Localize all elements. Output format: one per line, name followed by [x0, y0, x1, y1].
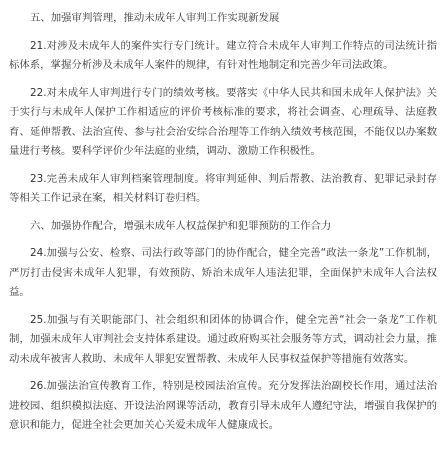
paragraph-item-24: 24.加强与公安、检察、司法行政等部门的协作配合，健全完善“政法一条龙”工作机制，严厉打击侵害未成年人犯罪，有效预防、矫治未成年人违法犯罪，全面保护未成年人合法权益。 — [9, 247, 437, 298]
paragraph-item-26: 26.加强法治宣传教育工作，特别是校园法治宣传。充分发挥法治副校长作用，通过法治进校园、组织模拟法庭、开设法治网课等活动，教育引导未成年人遵纪守法，增强自我保护的意识和能力，促进全社会更加关心关爱未成年人健康成长。 — [9, 380, 437, 431]
paragraph-item-21: 21.对涉及未成年人的案件实行专门统计。建立符合未成年人审判工作特点的司法统计指标体系，掌握分析涉及未成年人案件的规律，有针对性地制定和完善少年司法政策。 — [9, 39, 437, 71]
section-heading-5: 五、加强审判管理，推动未成年人审判工作实现新发展 — [30, 12, 280, 24]
paragraph-item-23: 23.完善未成年人审判档案管理制度。将审判延伸、判后帮教、法治教育、犯罪记录封存等相关工作记录在案，相关材料订卷归档。 — [9, 172, 437, 204]
paragraph-item-22: 22.对未成年人审判进行专门的绩效考核。要落实《中华人民共和国未成年人保护法》关于实行与未成年人保护工作相适应的评价考核标准的要求，将社会调查、心理疏导、法庭教育、延伸帮教、法治宣传、参与社会治安综合治理等工作纳入绩效考核范围，不能仅以办案数量进行考核。要科学评价少年法庭的业绩，调动、激励工作积极性。 — [9, 86, 437, 157]
paragraph-item-25: 25.加强与有关职能部门、社会组织和团体的协调合作，健全完善“社会一条龙”工作机制，加强未成年人审判社会支持体系建设。通过政府购买社会服务等方式，调动社会力量，推动未成年被害人救助、未成年人罪犯安置帮教、未成年人民事权益保护等措施有效落实。 — [9, 313, 437, 365]
section-heading-6: 六、加强协作配合，增强未成年人权益保护和犯罪预防的工作合力 — [30, 219, 332, 232]
